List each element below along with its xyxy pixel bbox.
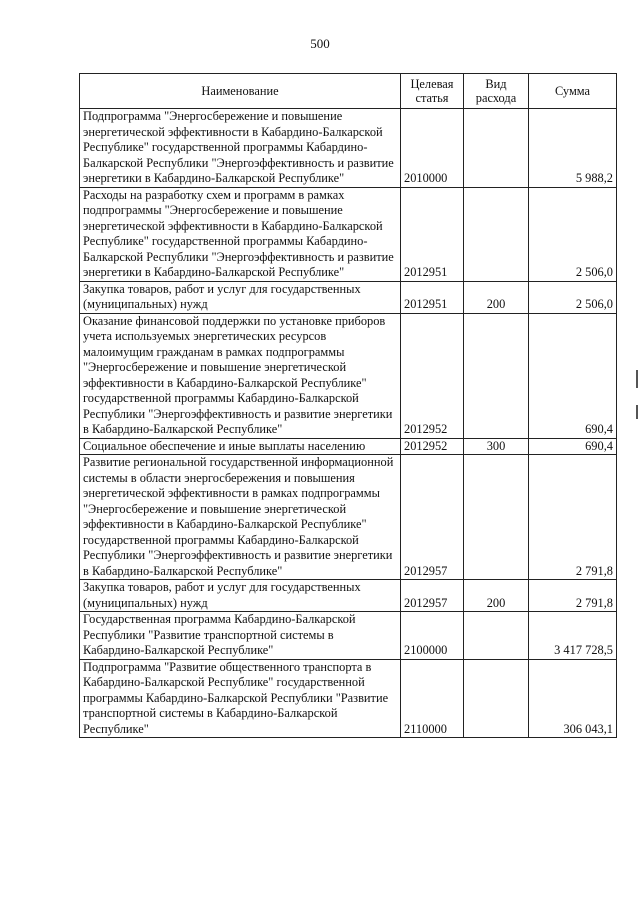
header-name: Наименование [80, 74, 401, 109]
row-amount: 2 506,0 [529, 187, 617, 281]
row-amount: 690,4 [529, 438, 617, 455]
row-amount: 2 791,8 [529, 455, 617, 580]
table-row [80, 455, 617, 580]
table-row [80, 580, 617, 612]
row-kind: 300 [464, 438, 529, 455]
row-kind [464, 455, 529, 580]
row-name: Подпрограмма "Энергосбережение и повышение энергетической эффективности в Кабардино-Балкарской Республике" государственной программы Кабардино-Балкарской Республики "Энергоэффективность и развитие энергетики в Кабардино-Балкарской Республике" [80, 109, 401, 188]
table-row [80, 187, 617, 281]
row-code: 2010000 [401, 109, 464, 188]
row-name: Развитие региональной государственной информационной системы в области энергосбережения и повышения энергетической эффективности в рамках подпрограммы "Энергосбережение и повышение энергетической эффективности в Кабардино-Балкарской Республике" государственной программы Кабардино-Балкарской Республики "Энергоэффективность и развитие энергетики в Кабардино-Балкарской Республике" [80, 455, 401, 580]
table-row [80, 438, 617, 455]
row-name: Подпрограмма "Развитие общественного транспорта в Кабардино-Балкарской Республике" государственной программы Кабардино-Балкарской Республики "Развитие транспортной системы в Кабардино-Балкарской Республике" [80, 659, 401, 738]
row-kind [464, 313, 529, 438]
row-kind [464, 612, 529, 660]
header-expense-type: Вид расхода [464, 74, 529, 109]
row-code: 2012957 [401, 580, 464, 612]
row-amount: 306 043,1 [529, 659, 617, 738]
row-kind: 200 [464, 580, 529, 612]
row-name: Социальное обеспечение и иные выплаты населению [80, 438, 401, 455]
row-code: 2012952 [401, 438, 464, 455]
row-kind: 200 [464, 281, 529, 313]
row-amount: 2 506,0 [529, 281, 617, 313]
row-code: 2012951 [401, 281, 464, 313]
header-target-article: Целевая статья [401, 74, 464, 109]
table-header-row [80, 74, 617, 109]
page-number: 500 [310, 36, 330, 51]
budget-table [79, 73, 617, 738]
scan-margin-mark [636, 370, 638, 388]
scan-margin-mark [636, 405, 638, 419]
row-code: 2100000 [401, 612, 464, 660]
row-code: 2012957 [401, 455, 464, 580]
table-row [80, 313, 617, 438]
row-name: Оказание финансовой поддержки по установке приборов учета используемых энергетических ресурсов малоимущим гражданам в рамках подпрограммы "Энергосбережение и повышение энергетической эффективности в Кабардино-Балкарской Республике" государственной программы Кабардино-Балкарской Республики "Энергоэффективность и развитие энергетики в Кабардино-Балкарской Республике" [80, 313, 401, 438]
row-amount: 5 988,2 [529, 109, 617, 188]
row-name: Расходы на разработку схем и программ в рамках подпрограммы "Энергосбережение и повышение энергетической эффективности в Кабардино-Балкарской Республике" государственной программы Кабардино-Балкарской Республики "Энергоэффективность и развитие энергетики в Кабардино-Балкарской Республике" [80, 187, 401, 281]
row-kind [464, 187, 529, 281]
row-amount: 2 791,8 [529, 580, 617, 612]
row-name: Государственная программа Кабардино-Балкарской Республики "Развитие транспортной системы в Кабардино-Балкарской Республике" [80, 612, 401, 660]
table-row [80, 281, 617, 313]
row-code: 2012951 [401, 187, 464, 281]
row-amount: 3 417 728,5 [529, 612, 617, 660]
row-amount: 690,4 [529, 313, 617, 438]
row-code: 2012952 [401, 313, 464, 438]
header-amount: Сумма [529, 74, 617, 109]
table-row [80, 109, 617, 188]
row-code: 2110000 [401, 659, 464, 738]
row-name: Закупка товаров, работ и услуг для государственных (муниципальных) нужд [80, 281, 401, 313]
table-row [80, 612, 617, 660]
table-row [80, 659, 617, 738]
row-kind [464, 109, 529, 188]
row-kind [464, 659, 529, 738]
row-name: Закупка товаров, работ и услуг для государственных (муниципальных) нужд [80, 580, 401, 612]
